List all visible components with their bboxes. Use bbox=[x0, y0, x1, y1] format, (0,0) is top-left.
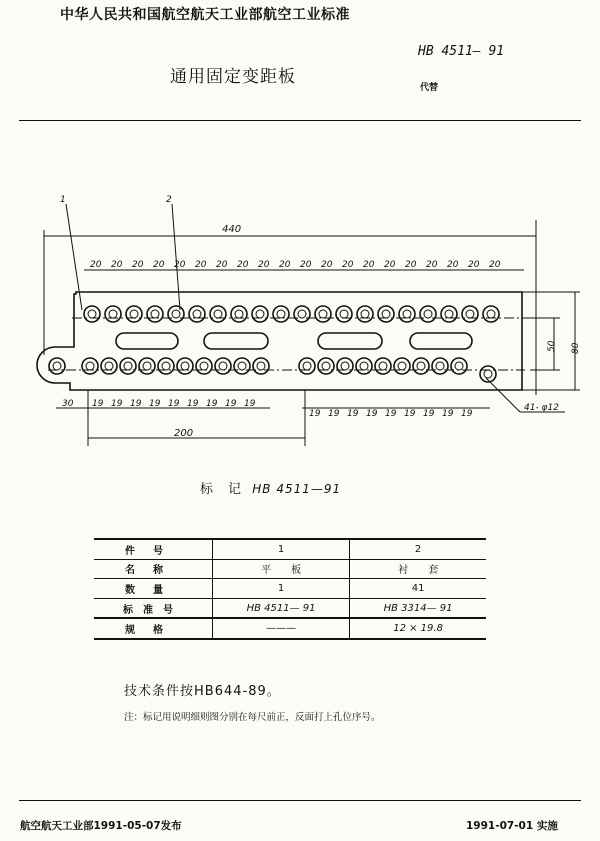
bottom-hole bbox=[253, 358, 269, 374]
note: 注：标记用说明细则图分别在每尺前正，反面打上孔位序号。 bbox=[124, 712, 381, 723]
row-label: 数量 bbox=[94, 579, 213, 599]
bottom-right-dim: 19 bbox=[366, 409, 378, 419]
bottom-right-dim: 19 bbox=[442, 409, 454, 419]
bottom-hole bbox=[177, 358, 193, 374]
issuing-organization: 中华人民共和国航空航天工业部航空工业标准 bbox=[60, 7, 350, 23]
effective-date: 1991-07-01 实施 bbox=[466, 820, 558, 832]
bottom-left-dim: 19 bbox=[130, 399, 142, 409]
pitch-label: 20 bbox=[489, 260, 501, 270]
span-dim: 200 bbox=[174, 428, 194, 439]
bottom-hole bbox=[120, 358, 136, 374]
pitch-label: 20 bbox=[426, 260, 438, 270]
pitch-label: 20 bbox=[132, 260, 144, 270]
standard-code: HB 4511— 91 bbox=[418, 44, 505, 59]
pitch-label: 20 bbox=[153, 260, 165, 270]
cell-part-1: 1 bbox=[213, 579, 350, 599]
bottom-hole bbox=[356, 358, 372, 374]
bottom-left-dim: 30 bbox=[62, 399, 74, 409]
bottom-right-dim: 19 bbox=[423, 409, 435, 419]
pitch-label: 20 bbox=[111, 260, 123, 270]
pitch-label: 20 bbox=[468, 260, 480, 270]
slot bbox=[116, 333, 178, 349]
table-row bbox=[94, 598, 486, 618]
cell-part-2: HB 3314— 91 bbox=[350, 598, 486, 618]
bottom-hole bbox=[215, 358, 231, 374]
slot bbox=[318, 333, 382, 349]
bottom-hole bbox=[375, 358, 391, 374]
bottom-left-dim: 19 bbox=[149, 399, 161, 409]
pitch-label: 20 bbox=[237, 260, 249, 270]
top-hole bbox=[399, 306, 415, 322]
pitch-label: 20 bbox=[90, 260, 102, 270]
bottom-right-dim: 19 bbox=[385, 409, 397, 419]
top-hole bbox=[126, 306, 142, 322]
bottom-left-dim: 19 bbox=[111, 399, 123, 409]
top-hole bbox=[483, 306, 499, 322]
row-label: 规格 bbox=[94, 618, 213, 639]
bottom-hole bbox=[432, 358, 448, 374]
top-hole bbox=[462, 306, 478, 322]
pitch-label: 20 bbox=[174, 260, 186, 270]
overall-length: 440 bbox=[222, 224, 242, 235]
pitch-label: 20 bbox=[279, 260, 291, 270]
lug-hole bbox=[49, 358, 65, 374]
top-hole bbox=[84, 306, 100, 322]
bottom-hole bbox=[394, 358, 410, 374]
pitch-label: 20 bbox=[300, 260, 312, 270]
bottom-right-dim: 19 bbox=[347, 409, 359, 419]
bottom-left-dim: 19 bbox=[168, 399, 180, 409]
cell-part-1: HB 4511— 91 bbox=[213, 598, 350, 618]
marking-value: HB 4511—91 bbox=[252, 482, 342, 496]
bottom-left-dim: 19 bbox=[187, 399, 199, 409]
pitch-label: 20 bbox=[321, 260, 333, 270]
cell-part-2: 衬 套 bbox=[350, 559, 486, 579]
plate-drawing bbox=[0, 190, 600, 450]
cell-part-2: 41 bbox=[350, 579, 486, 599]
pitch-label: 20 bbox=[447, 260, 459, 270]
top-hole bbox=[420, 306, 436, 322]
top-hole bbox=[189, 306, 205, 322]
parts-table bbox=[94, 538, 486, 640]
pitch-label: 20 bbox=[258, 260, 270, 270]
marking-line bbox=[200, 478, 341, 497]
slot bbox=[410, 333, 472, 349]
bottom-hole bbox=[82, 358, 98, 374]
cell-part-1: 平 板 bbox=[213, 559, 350, 579]
bottom-right-dim: 19 bbox=[328, 409, 340, 419]
marking-label: 标 记 bbox=[200, 482, 243, 497]
bottom-left-dim: 19 bbox=[225, 399, 237, 409]
top-hole bbox=[357, 306, 373, 322]
bottom-hole bbox=[318, 358, 334, 374]
bottom-left-dim: 19 bbox=[92, 399, 104, 409]
bottom-hole bbox=[139, 358, 155, 374]
bottom-hole bbox=[101, 358, 117, 374]
cell-part-2: 12 × 19.8 bbox=[350, 618, 486, 639]
bottom-hole bbox=[299, 358, 315, 374]
top-hole bbox=[231, 306, 247, 322]
header-rule bbox=[19, 120, 581, 121]
row-label: 件号 bbox=[94, 539, 213, 559]
top-hole bbox=[315, 306, 331, 322]
top-hole bbox=[294, 306, 310, 322]
bottom-left-dim: 19 bbox=[206, 399, 218, 409]
bottom-right-dim: 19 bbox=[404, 409, 416, 419]
bottom-hole bbox=[451, 358, 467, 374]
pitch-label: 20 bbox=[363, 260, 375, 270]
top-hole bbox=[252, 306, 268, 322]
top-hole bbox=[105, 306, 121, 322]
replaces-label: 代替 bbox=[420, 83, 439, 93]
bottom-left-dim: 19 bbox=[244, 399, 256, 409]
slot bbox=[204, 333, 268, 349]
bottom-hole bbox=[196, 358, 212, 374]
issue-date: 航空航天工业部1991-05-07发布 bbox=[20, 820, 182, 832]
bottom-right-dim: 19 bbox=[309, 409, 321, 419]
cell-part-1: ——— bbox=[213, 618, 350, 639]
callout-1: 1 bbox=[60, 195, 66, 205]
cell-part-2: 2 bbox=[350, 539, 486, 559]
pitch-label: 20 bbox=[384, 260, 396, 270]
bottom-hole bbox=[337, 358, 353, 374]
table-row bbox=[94, 539, 486, 559]
bottom-hole bbox=[158, 358, 174, 374]
cell-part-1: 1 bbox=[213, 539, 350, 559]
top-hole bbox=[147, 306, 163, 322]
width-outer-dim: 80 bbox=[571, 342, 581, 354]
document-title: 通用固定变距板 bbox=[170, 67, 296, 87]
top-hole bbox=[273, 306, 289, 322]
width-inner-dim: 50 bbox=[547, 340, 557, 352]
table-row bbox=[94, 559, 486, 579]
pitch-label: 20 bbox=[342, 260, 354, 270]
technical-conditions: 技术条件按HB644-89。 bbox=[124, 684, 281, 699]
row-label: 标准号 bbox=[94, 598, 213, 618]
top-hole bbox=[378, 306, 394, 322]
top-hole bbox=[210, 306, 226, 322]
top-hole bbox=[168, 306, 184, 322]
table-row bbox=[94, 579, 486, 599]
callout-leader-2 bbox=[172, 204, 180, 310]
holes-callout: 41- φ12 bbox=[524, 403, 559, 413]
pitch-label: 20 bbox=[195, 260, 207, 270]
pitch-label: 20 bbox=[405, 260, 417, 270]
bottom-hole bbox=[413, 358, 429, 374]
table-row bbox=[94, 618, 486, 639]
top-hole bbox=[336, 306, 352, 322]
row-label: 名称 bbox=[94, 559, 213, 579]
bottom-right-dim: 19 bbox=[461, 409, 473, 419]
footer-rule bbox=[19, 800, 581, 801]
bottom-hole bbox=[234, 358, 250, 374]
top-hole bbox=[441, 306, 457, 322]
pitch-label: 20 bbox=[216, 260, 228, 270]
callout-2: 2 bbox=[166, 195, 172, 205]
